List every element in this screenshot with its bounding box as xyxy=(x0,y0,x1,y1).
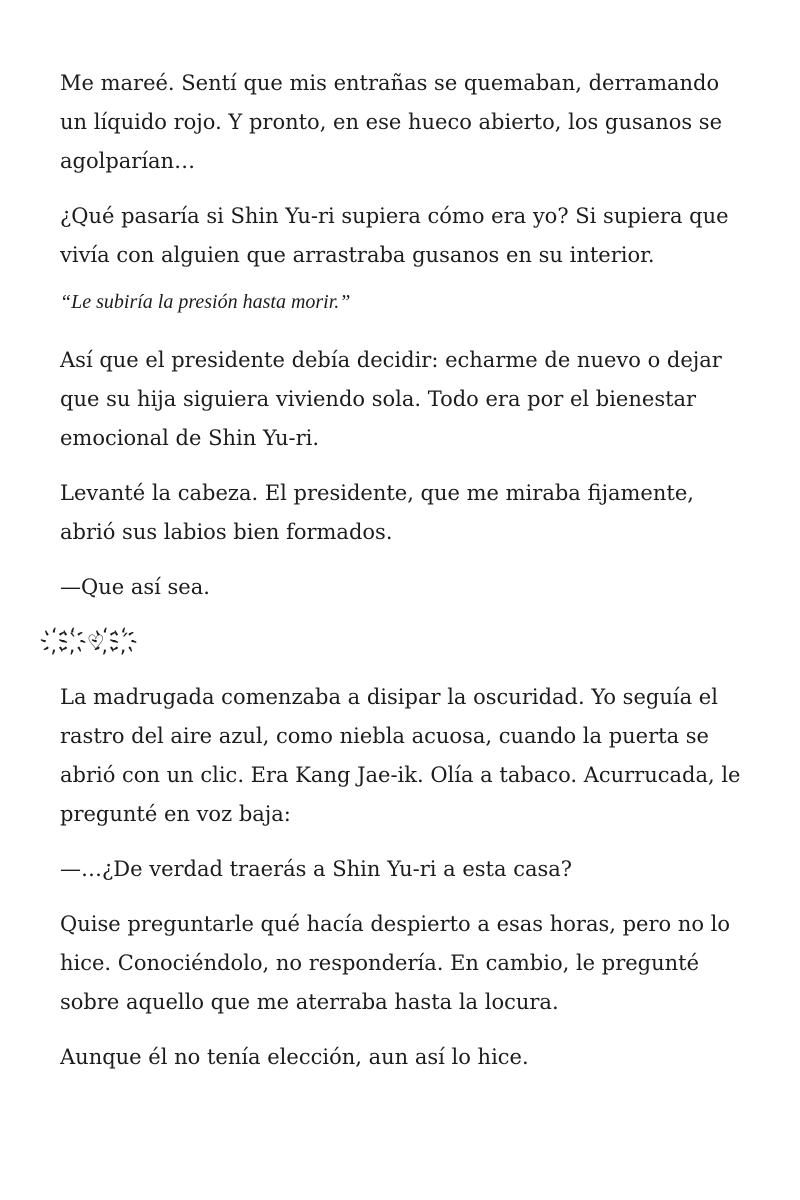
paragraph-1: Me mareé. Sentí que mis entrañas se quemaban, derramando un líquido rojo. Y pronto, en ese hueco abierto, los gusanos se agolparían… xyxy=(60,71,723,173)
italic-quote: “Le subiría la presión hasta morir.” xyxy=(60,291,351,313)
paragraph-6: Quise preguntarle qué hacía despierto a esas horas, pero no lo hice. Conociéndolo, no respondería. En cambio, le pregunté sobre aquello que me aterraba hasta la locura. xyxy=(60,912,731,1014)
dialogue-line-1: —Que así sea. xyxy=(60,575,210,599)
paragraph-5: La madrugada comenzaba a disipar la oscuridad. Yo seguía el rastro del aire azul, como niebla acuosa, cuando la puerta se abrió con un clic. Era Kang Jae-ik. Olía a tabaco. Acurrucada, le pregunté en voz baja: xyxy=(60,685,741,826)
paragraph-2: ¿Qué pasaría si Shin Yu-ri supiera cómo era yo? Si supiera que vivía con alguien que arrastraba gusanos en su interior. xyxy=(60,204,729,267)
paragraph-3: Así que el presidente debía decidir: echarme de nuevo o dejar que su hija siguiera viviendo sola. Todo era por el bienestar emocional de Shin Yu-ri. xyxy=(60,348,722,450)
paragraph-7: Aunque él no tenía elección, aun así lo hice. xyxy=(60,1045,529,1069)
dialogue-line-2: —…¿De verdad traerás a Shin Yu-ri a esta casa? xyxy=(60,857,573,881)
reader-page xyxy=(60,64,750,1093)
paragraph-4: Levanté la cabeza. El presidente, que me miraba fijamente, abrió sus labios bien formados. xyxy=(60,481,694,544)
scene-divider: ҉`҉♡ ҉´҉ xyxy=(60,630,138,654)
